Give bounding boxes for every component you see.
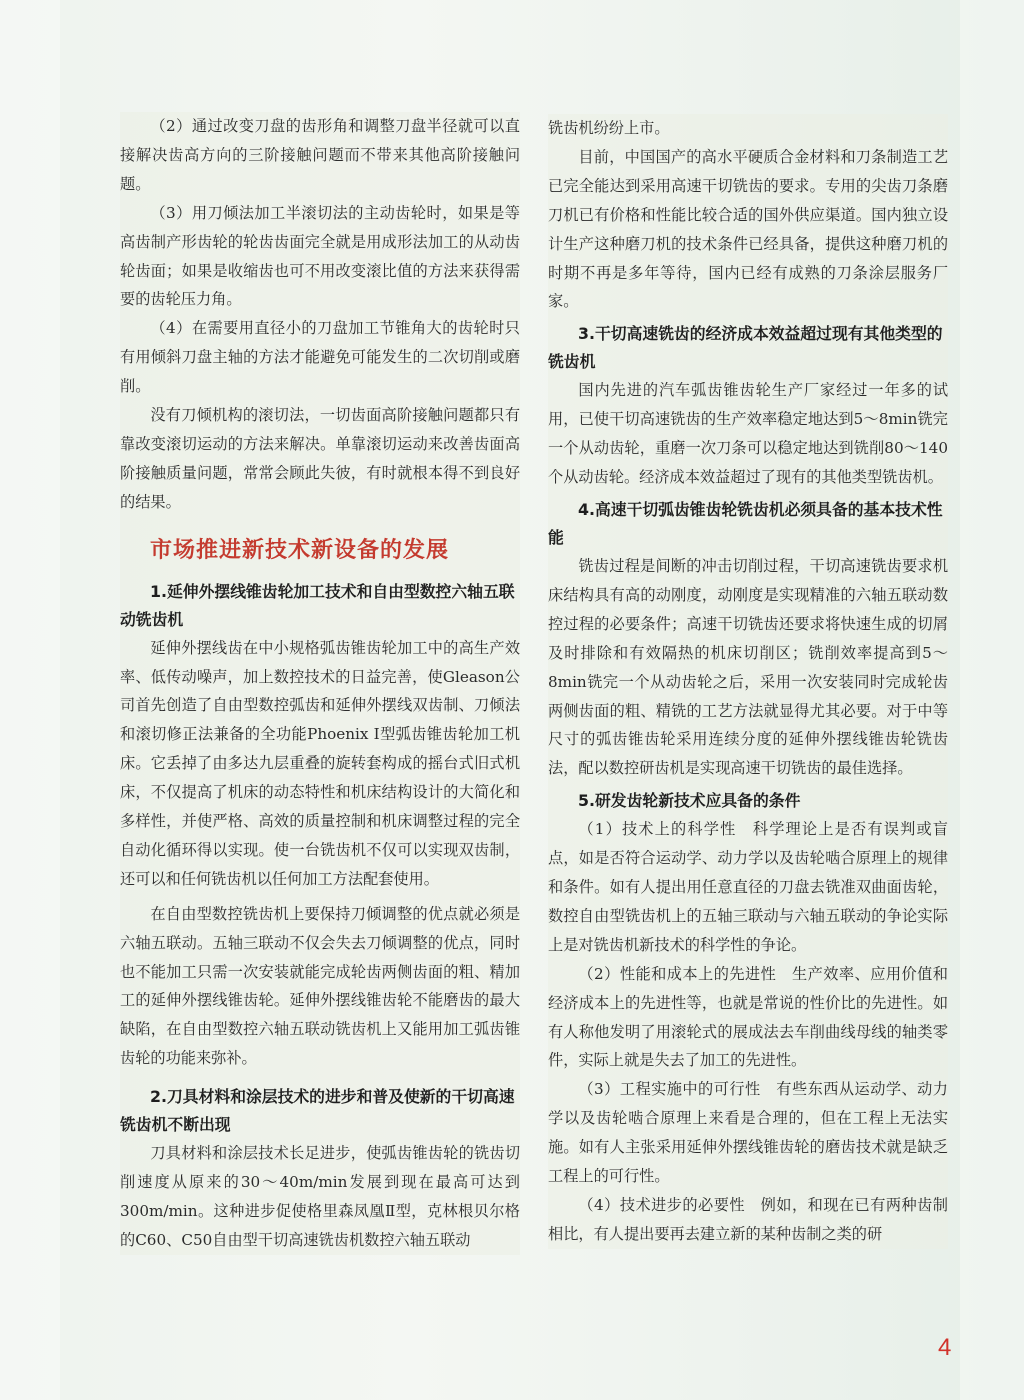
- section-title: 市场推进新技术新设备的发展: [150, 537, 450, 563]
- left-column: [120, 112, 520, 1255]
- page-number: 4: [938, 1334, 952, 1361]
- paragraph: 目前，中国国产的高水平硬质合金材料和刀条制造工艺已完全能达到采用高速干切铣齿的要求。专用的尖齿刀条磨刀机已有价格和性能比较合适的国外供应渠道。国内独立设计生产这种磨刀机的技术条件已经具备，提供这种磨刀机的时期不再是多年等待，国内已经有成熟的刀条涂层服务厂家。: [548, 147, 948, 311]
- subheading: 4.高速干切弧齿锥齿轮铣齿机必须具备的基本技术性能: [548, 499, 943, 547]
- paragraph: （4）在需要用直径小的刀盘加工节锥角大的齿轮时只有用倾斜刀盘主轴的方法才能避免可能发生的二次切削或磨削。: [120, 319, 520, 396]
- subheading: 5.研发齿轮新技术应具备的条件: [578, 791, 801, 811]
- paragraph: 刀具材料和涂层技术长足进步，使弧齿锥齿轮的铣齿切削速度从原来的30～40m/min发展到现在最高可达到300m/min。这种进步促使格里森凤凰Ⅱ型，克林根贝尔格的C60、C50自由型干切高速铣齿机数控六轴五联动: [120, 1144, 520, 1249]
- background-stripe: [0, 0, 60, 1400]
- paragraph: （1）技术上的科学性 科学理论上是否有误判或盲点，如是否符合运动学、动力学以及齿轮啮合原理上的规律和条件。如有人提出用任意直径的刀盘去铣准双曲面齿轮，数控自由型铣齿机上的五轴三联动与六轴五联动的争论实际上是对铣齿机新技术的科学性的争论。: [548, 820, 948, 954]
- right-column: [548, 114, 948, 1249]
- paragraph: （3）工程实施中的可行性 有些东西从运动学、动力学以及齿轮啮合原理上来看是合理的，但在工程上无法实施。如有人主张采用延伸外摆线锥齿轮的磨齿技术就是缺乏工程上的可行性。: [548, 1080, 948, 1186]
- paragraph: 铣齿过程是间断的冲击切削过程，干切高速铣齿要求机床结构具有高的动刚度，动刚度是实现精准的六轴五联动数控过程的必要条件；高速干切铣齿还要求将快速生成的切屑及时排除和有效隔热的机床切削区；铣削效率提高到5～8min铣完一个从动齿轮之后，采用一次安装同时完成轮齿两侧齿面的粗、精铣的工艺方法就显得尤其必要。对于中等尺寸的弧齿锥齿轮采用连续分度的延伸外摆线锥齿轮铣齿法，配以数控研齿机是实现高速干切铣齿的最佳选择。: [548, 556, 948, 778]
- paragraph: （3）用刀倾法加工半滚切法的主动齿轮时，如果是等高齿制产形齿轮的轮齿齿面完全就是用成形法加工的从动齿轮齿面；如果是收缩齿也可不用改变滚比值的方法来获得需要的齿轮压力角。: [120, 203, 520, 309]
- paragraph: （2）通过改变刀盘的齿形角和调整刀盘半径就可以直接解决齿高方向的三阶接触问题而不带来其他高阶接触问题。: [120, 117, 520, 193]
- paragraph: 没有刀倾机构的滚切法，一切齿面高阶接触问题都只有靠改变滚切运动的方法来解决。单靠滚切运动来改善齿面高阶接触质量问题，常常会顾此失彼，有时就根本得不到良好的结果。: [120, 406, 520, 511]
- subheading: 1.延伸外摆线锥齿轮加工技术和自由型数控六轴五联动铣齿机: [120, 581, 515, 629]
- paragraph: 延伸外摆线齿在中小规格弧齿锥齿轮加工中的高生产效率、低传动噪声，加上数控技术的日益完善，使Gleason公司首先创造了自由型数控弧齿和延伸外摆线双齿制、刀倾法和滚切修正法兼备的全功能Phoenix Ⅰ型弧齿锥齿轮加工机床。它丢掉了由多达九层重叠的旋转套构成的摇台式旧式机床，不仅提高了机床的动态特性和机床结构设计的大简化和多样性，并使严格、高效的质量控制和机床调整过程的完全自动化循环得以实现。使一台铣齿机不仅可以实现双齿制，还可以和任何铣齿机以任何加工方法配套使用。: [120, 638, 520, 888]
- paragraph: 在自由型数控铣齿机上要保持刀倾调整的优点就必须是六轴五联动。五轴三联动不仅会失去刀倾调整的优点，同时也不能加工只需一次安装就能完成轮齿两侧齿面的粗、精加工的延伸外摆线锥齿轮。延伸外摆线锥齿轮不能磨齿的最大缺陷，在自由型数控六轴五联动铣齿机上又能用加工弧齿锥齿轮的功能来弥补。: [120, 904, 520, 1068]
- paragraph: （2）性能和成本上的先进性 生产效率、应用价值和经济成本上的先进性等，也就是常说的性价比的先进性。如有人称他发明了用滚轮式的展成法去车削曲线母线的轴类零件，实际上就是失去了加工的先进性。: [548, 964, 948, 1070]
- subheading: 3.干切高速铣齿的经济成本效益超过现有其他类型的铣齿机: [548, 324, 943, 372]
- paragraph: （4）技术进步的必要性 例如，和现在已有两种齿制相比，有人提出要再去建立新的某种齿制之类的研: [548, 1196, 948, 1243]
- paragraph: 国内先进的汽车弧齿锥齿轮生产厂家经过一年多的试用，已使干切高速铣齿的生产效率稳定地达到5～8min铣完一个从动齿轮，重磨一次刀条可以稳定地达到铣削80～140个从动齿轮。经济成本效益超过了现有的其他类型铣齿机。: [548, 381, 948, 487]
- paragraph: 铣齿机纷纷上市。: [548, 119, 670, 137]
- subheading: 2.刀具材料和涂层技术的进步和普及使新的干切高速铣齿机不断出现: [120, 1087, 515, 1135]
- background-stripe: [960, 0, 1024, 1400]
